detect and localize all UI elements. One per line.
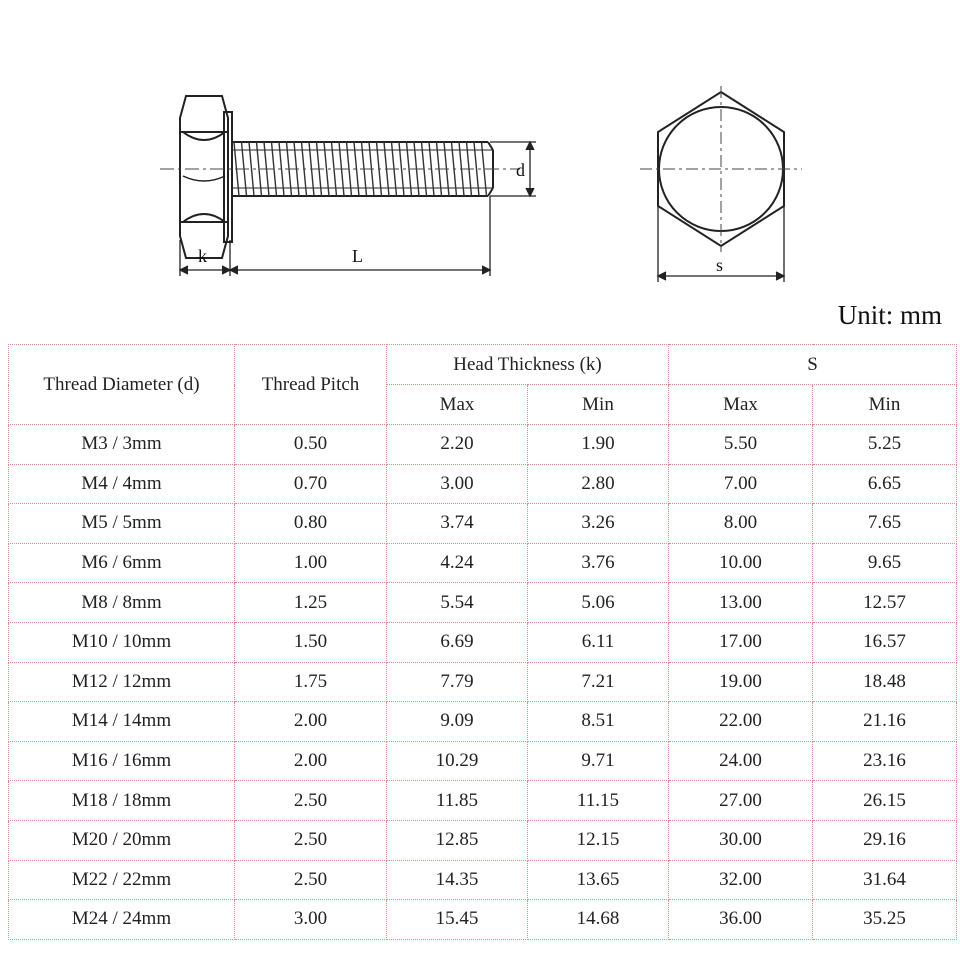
cell-s-max: 13.00 [669, 583, 813, 623]
cell-k-min: 1.90 [528, 425, 669, 465]
cell-s-max: 27.00 [669, 781, 813, 821]
cell-k-max: 10.29 [387, 741, 528, 781]
cell-s-max: 24.00 [669, 741, 813, 781]
cell-k-max: 2.20 [387, 425, 528, 465]
cell-s-max: 8.00 [669, 504, 813, 544]
cell-thread-pitch: 1.50 [235, 622, 387, 662]
cell-thread-diameter: M20 / 20mm [9, 820, 235, 860]
cell-s-max: 30.00 [669, 820, 813, 860]
table-row [9, 662, 957, 702]
cell-k-min: 3.26 [528, 504, 669, 544]
cell-thread-diameter: M10 / 10mm [9, 622, 235, 662]
end-view-center-lines [640, 86, 802, 252]
bolt-side-view [180, 96, 493, 258]
cell-s-min: 5.25 [813, 425, 957, 465]
cell-thread-pitch: 1.00 [235, 543, 387, 583]
cell-thread-diameter: M18 / 18mm [9, 781, 235, 821]
table-row [9, 900, 957, 940]
cell-thread-pitch: 1.25 [235, 583, 387, 623]
cell-k-max: 5.54 [387, 583, 528, 623]
cell-s-min: 18.48 [813, 662, 957, 702]
cell-thread-diameter: M24 / 24mm [9, 900, 235, 940]
cell-s-min: 16.57 [813, 622, 957, 662]
cell-k-max: 9.09 [387, 702, 528, 742]
bolt-spec-table [8, 344, 957, 940]
cell-k-min: 6.11 [528, 622, 669, 662]
cell-s-min: 7.65 [813, 504, 957, 544]
cell-thread-pitch: 1.75 [235, 662, 387, 702]
cell-s-max: 22.00 [669, 702, 813, 742]
table-row [9, 464, 957, 504]
cell-k-min: 3.76 [528, 543, 669, 583]
cell-s-min: 35.25 [813, 900, 957, 940]
cell-thread-pitch: 0.70 [235, 464, 387, 504]
cell-thread-diameter: M8 / 8mm [9, 583, 235, 623]
cell-thread-diameter: M3 / 3mm [9, 425, 235, 465]
header-thread-pitch: Thread Pitch [235, 345, 387, 425]
cell-k-max: 14.35 [387, 860, 528, 900]
cell-thread-diameter: M6 / 6mm [9, 543, 235, 583]
cell-s-max: 32.00 [669, 860, 813, 900]
table-row [9, 583, 957, 623]
table-row [9, 860, 957, 900]
dimension-label-d: d [516, 160, 525, 180]
cell-s-max: 10.00 [669, 543, 813, 583]
table-header-row [9, 345, 957, 385]
cell-k-min: 8.51 [528, 702, 669, 742]
cell-s-max: 36.00 [669, 900, 813, 940]
cell-thread-pitch: 2.00 [235, 741, 387, 781]
header-k-min: Min [528, 385, 669, 425]
cell-thread-pitch: 0.80 [235, 504, 387, 544]
cell-k-min: 9.71 [528, 741, 669, 781]
cell-thread-pitch: 2.50 [235, 781, 387, 821]
cell-s-min: 23.16 [813, 741, 957, 781]
cell-s-max: 5.50 [669, 425, 813, 465]
cell-k-min: 5.06 [528, 583, 669, 623]
cell-s-min: 9.65 [813, 543, 957, 583]
cell-s-max: 7.00 [669, 464, 813, 504]
cell-thread-diameter: M16 / 16mm [9, 741, 235, 781]
cell-thread-pitch: 2.00 [235, 702, 387, 742]
cell-s-min: 31.64 [813, 860, 957, 900]
cell-k-min: 2.80 [528, 464, 669, 504]
cell-thread-pitch: 2.50 [235, 860, 387, 900]
header-thread-diameter: Thread Diameter (d) [9, 345, 235, 425]
header-s: S [669, 345, 957, 385]
cell-thread-pitch: 2.50 [235, 820, 387, 860]
header-head-thickness: Head Thickness (k) [387, 345, 669, 385]
table-row [9, 702, 957, 742]
cell-thread-diameter: M5 / 5mm [9, 504, 235, 544]
cell-s-min: 12.57 [813, 583, 957, 623]
dimension-label-L: L [352, 246, 363, 266]
cell-k-min: 7.21 [528, 662, 669, 702]
table-row [9, 543, 957, 583]
cell-thread-diameter: M22 / 22mm [9, 860, 235, 900]
cell-s-min: 29.16 [813, 820, 957, 860]
cell-s-min: 21.16 [813, 702, 957, 742]
cell-s-min: 26.15 [813, 781, 957, 821]
header-s-max: Max [669, 385, 813, 425]
cell-k-max: 7.79 [387, 662, 528, 702]
header-k-max: Max [387, 385, 528, 425]
table-row [9, 781, 957, 821]
cell-k-max: 11.85 [387, 781, 528, 821]
dimension-k-L [180, 196, 490, 276]
table-row [9, 622, 957, 662]
cell-k-min: 11.15 [528, 781, 669, 821]
dimension-label-k: k [198, 246, 207, 266]
cell-k-min: 14.68 [528, 900, 669, 940]
cell-k-max: 6.69 [387, 622, 528, 662]
cell-k-max: 12.85 [387, 820, 528, 860]
table-row [9, 820, 957, 860]
cell-thread-diameter: M4 / 4mm [9, 464, 235, 504]
cell-k-max: 4.24 [387, 543, 528, 583]
cell-k-max: 15.45 [387, 900, 528, 940]
cell-thread-diameter: M14 / 14mm [9, 702, 235, 742]
cell-s-min: 6.65 [813, 464, 957, 504]
cell-k-min: 13.65 [528, 860, 669, 900]
dimension-label-s: s [716, 255, 724, 275]
header-s-min: Min [813, 385, 957, 425]
table-row [9, 504, 957, 544]
cell-thread-diameter: M12 / 12mm [9, 662, 235, 702]
cell-s-max: 17.00 [669, 622, 813, 662]
cell-thread-pitch: 3.00 [235, 900, 387, 940]
cell-k-max: 3.00 [387, 464, 528, 504]
bolt-dimension-diagram [0, 0, 960, 300]
table-row [9, 741, 957, 781]
cell-k-min: 12.15 [528, 820, 669, 860]
table-row [9, 425, 957, 465]
unit-label: Unit: mm [837, 300, 942, 330]
cell-k-max: 3.74 [387, 504, 528, 544]
cell-s-max: 19.00 [669, 662, 813, 702]
cell-thread-pitch: 0.50 [235, 425, 387, 465]
